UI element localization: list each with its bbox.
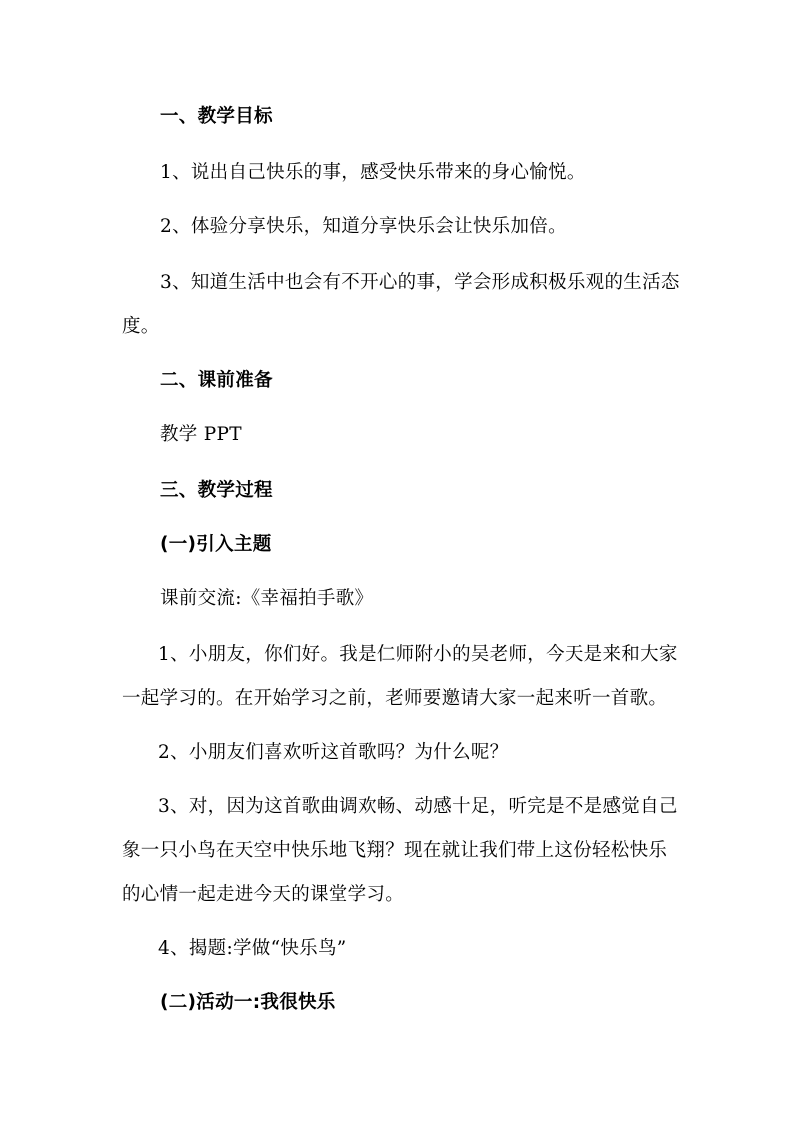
goal-item-1: 1、说出自己快乐的事，感受快乐带来的身心愉悦。 [160, 162, 586, 183]
intro-exchange: 课前交流:《幸福拍手歌》 [160, 588, 374, 609]
process-paragraph-3-line-1: 3、对，因为这首歌曲调欢畅、动感十足，听完是不是感觉自己 [158, 796, 678, 817]
section-heading-preparation: 二、课前准备 [160, 370, 273, 391]
goal-item-2: 2、体验分享快乐，知道分享快乐会让快乐加倍。 [160, 216, 567, 237]
subsection-heading-activity-1: (二)活动一:我很快乐 [160, 992, 336, 1013]
subsection-heading-intro: (一)引入主题 [160, 534, 272, 555]
process-paragraph-3-line-3: 的心情一起走进今天的课堂学习。 [122, 884, 405, 905]
process-paragraph-1-line-1: 1、小朋友，你们好。我是仁师附小的吴老师，今天是来和大家 [158, 644, 678, 665]
process-paragraph-1-line-2: 一起学习的。在开始学习之前，老师要邀请大家一起来听一首歌。 [122, 688, 668, 709]
process-paragraph-4: 4、揭题:学做“快乐鸟” [158, 938, 347, 959]
process-paragraph-2: 2、小朋友们喜欢听这首歌吗？为什么呢？ [158, 742, 509, 763]
section-heading-process: 三、教学过程 [160, 480, 273, 501]
goal-item-3-line-2: 度。 [122, 316, 160, 337]
goal-item-3-line-1: 3、知道生活中也会有不开心的事，学会形成积极乐观的生活态 [160, 272, 680, 293]
process-paragraph-3-line-2: 象一只小鸟在天空中快乐地飞翔？现在就让我们带上这份轻松快乐 [122, 840, 668, 861]
preparation-text: 教学 PPT [160, 424, 242, 445]
section-heading-goals: 一、教学目标 [160, 106, 273, 127]
